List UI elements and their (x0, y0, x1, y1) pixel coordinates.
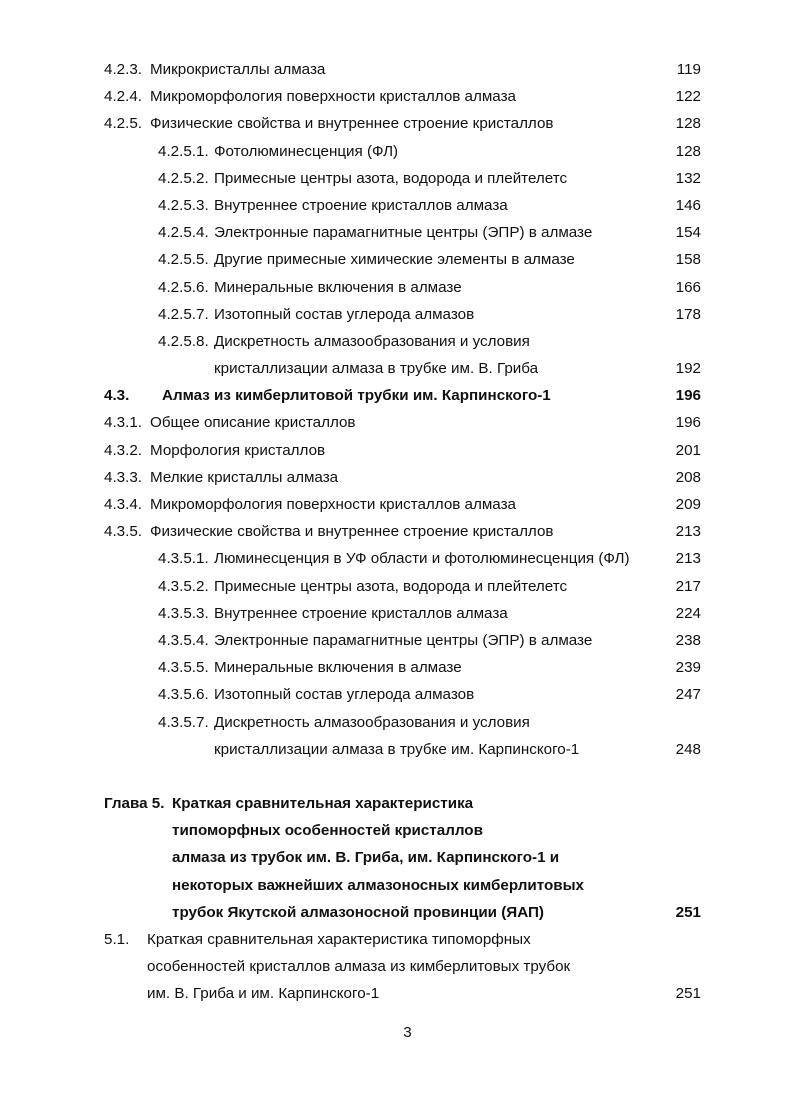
toc-entry (104, 790, 701, 926)
toc-entry-line (158, 654, 701, 681)
toc-entry-title: Фотолюминесценция (ФЛ) (214, 142, 399, 160)
toc-entry-number: 4.2.5.7. (158, 305, 209, 323)
toc-entry-line (104, 926, 701, 953)
toc-entry-line (158, 219, 701, 246)
toc-entry-number: 4.3.5.5. (158, 659, 209, 677)
toc-entry-page: 166 (675, 278, 701, 296)
toc-entry-title: Общее описание кристаллов (150, 414, 356, 432)
toc-entry-title: Краткая сравнительная характеристика типоморфных (147, 931, 531, 948)
toc-entry-line (104, 56, 701, 83)
toc-entry-page: 213 (675, 550, 701, 568)
toc-entry-line (158, 627, 701, 654)
toc-entry-line (158, 545, 701, 572)
toc-entry (104, 246, 701, 273)
toc-entry (104, 328, 701, 382)
toc-entry-line (104, 817, 701, 844)
toc-entry-page: 251 (675, 985, 701, 1003)
toc-entry-title: Другие примесные химические элементы в алмазе (214, 251, 575, 269)
toc-entry (104, 926, 701, 1008)
toc-entry (104, 573, 701, 600)
toc-entry (104, 165, 701, 192)
toc-entry-number (158, 355, 214, 382)
toc-entry (104, 83, 701, 110)
toc-entry-number: 4.3. (104, 387, 130, 405)
toc-entry-page: 128 (675, 115, 701, 133)
toc-entry-page: 132 (675, 169, 701, 187)
toc-entry-line (104, 437, 701, 464)
toc-entry-line (158, 301, 701, 328)
toc-entry-line (158, 709, 701, 736)
toc-entry-number: 4.3.5.2. (158, 577, 209, 595)
toc-entry-page: 154 (675, 224, 701, 242)
toc-entry-page: 146 (675, 196, 701, 214)
toc-entry (104, 518, 701, 545)
toc-entry-number: 4.3.2. (104, 441, 142, 459)
toc-entry-title: Дискретность алмазообразования и условия (214, 332, 530, 350)
toc-entry-title: особенностей кристаллов алмаза из кимберлитовых трубок (147, 958, 571, 976)
toc-entry (104, 491, 701, 518)
toc-entry-title: Внутреннее строение кристаллов алмаза (214, 604, 508, 622)
toc-entry-page: 196 (675, 387, 701, 405)
toc-entry (104, 654, 701, 681)
page-number: 3 (403, 1024, 412, 1041)
toc-entry-page: 128 (675, 142, 701, 160)
toc-entry-number: 4.3.5.4. (158, 631, 209, 649)
toc-entry-title: Изотопный состав углерода алмазов (214, 686, 475, 704)
toc-entry-title: типоморфных особенностей кристаллов (172, 822, 483, 840)
toc-entry-line (158, 355, 701, 382)
toc-entry (104, 545, 701, 572)
toc-entry (104, 437, 701, 464)
toc-entry (104, 681, 701, 708)
toc-entry-title: трубок Якутской алмазоносной провинции (ЯАП) (172, 903, 544, 921)
toc-entry-line (104, 464, 701, 491)
toc-entry-number: 5.1. (104, 931, 130, 948)
toc-entry-page: 119 (676, 61, 701, 78)
toc-entry (104, 709, 701, 763)
toc-entry (104, 600, 701, 627)
toc-entry-number: 4.3.5.7. (158, 713, 209, 731)
toc-entry-title: Физические свойства и внутреннее строение кристаллов (150, 115, 554, 133)
toc-entry-line (104, 844, 701, 871)
toc-entry (104, 464, 701, 491)
toc-entry-title: Микроморфология поверхности кристаллов алмаза (150, 88, 516, 106)
toc-entry (104, 138, 701, 165)
toc-entry-number: 4.2.4. (104, 88, 142, 106)
toc-entry-page: 213 (675, 523, 701, 541)
spacer (104, 763, 701, 790)
toc-entry-number: Глава 5. (104, 795, 165, 813)
toc-entry-line (104, 872, 701, 899)
toc-entry-line (104, 83, 701, 110)
toc-entry-title: Люминесценция в УФ области и фотолюминесценция (ФЛ) (214, 550, 630, 568)
toc-entry (104, 192, 701, 219)
toc-entry-number (104, 817, 172, 844)
toc-entry-line (158, 246, 701, 273)
toc-entry-page: 208 (675, 468, 701, 486)
toc-entry-title: Примесные центры азота, водорода и плейтелетс (214, 577, 568, 595)
toc-entry (104, 274, 701, 301)
toc-entry-line (158, 573, 701, 600)
toc-entry (104, 409, 701, 436)
toc-entry-page: 224 (675, 604, 701, 622)
toc-entry-title: Физические свойства и внутреннее строение кристаллов (150, 523, 554, 541)
toc-entry-title: некоторых важнейших алмазоносных кимберлитовых (172, 876, 584, 894)
toc-entry-number: 4.2.5.5. (158, 251, 209, 269)
toc-entry-page: 192 (675, 360, 701, 378)
toc-entry-number: 4.2.5.4. (158, 224, 209, 242)
toc-entry-page: 158 (675, 251, 701, 269)
toc-entry-number: 4.3.5.6. (158, 686, 209, 704)
toc-entry-line (158, 274, 701, 301)
toc-entry-number: 4.2.5. (104, 115, 142, 133)
toc-entry-page: 122 (675, 88, 701, 106)
toc-entry-title: им. В. Гриба и им. Карпинского-1 (147, 985, 380, 1003)
toc-entry-title: Изотопный состав углерода алмазов (214, 305, 475, 323)
toc-entry-page: 251 (675, 903, 701, 921)
toc-entry-page: 201 (675, 441, 701, 459)
toc-entry (104, 56, 701, 83)
toc-entry (104, 301, 701, 328)
toc-entry-line (158, 328, 701, 355)
toc-entry-number: 4.3.3. (104, 468, 142, 486)
toc-entry-number: 4.2.5.2. (158, 169, 209, 187)
toc-entry-page: 238 (675, 631, 701, 649)
toc-entry-number (104, 899, 172, 926)
toc-entry-title: Примесные центры азота, водорода и плейтелетс (214, 169, 568, 187)
toc-entry-number: 4.3.1. (104, 414, 142, 432)
toc-entry-number: 4.2.5.6. (158, 278, 209, 296)
toc-entry-number (104, 844, 172, 871)
toc-entry-line (104, 899, 701, 926)
toc-entry-title: кристаллизации алмаза в трубке им. Карпинского-1 (214, 740, 580, 758)
toc-entry-page: 248 (675, 740, 701, 758)
toc-entry-title: Алмаз из кимберлитовой трубки им. Карпинского-1 (162, 387, 551, 405)
toc-entry-line (104, 790, 701, 817)
toc-entry-page: 239 (675, 659, 701, 677)
toc-entry-line (104, 518, 701, 545)
toc-entry-number: 4.3.5. (104, 523, 142, 541)
table-of-contents (104, 56, 701, 1008)
toc-entry (104, 219, 701, 246)
toc-entry-title: Дискретность алмазообразования и условия (214, 713, 530, 731)
toc-entry-line (158, 192, 701, 219)
toc-entry (104, 110, 701, 137)
toc-entry-number: 4.2.5.1. (158, 142, 209, 160)
toc-entry-line (104, 980, 701, 1007)
toc-entry-title: Электронные парамагнитные центры (ЭПР) в алмазе (214, 224, 593, 242)
toc-entry-number (104, 953, 147, 980)
toc-entry-title: Краткая сравнительная характеристика (172, 795, 474, 813)
toc-entry-line (104, 110, 701, 137)
toc-entry-title: Микрокристаллы алмаза (150, 61, 326, 78)
toc-entry-line (104, 953, 701, 980)
toc-entry-page: 178 (675, 305, 701, 323)
toc-entry-page: 247 (675, 686, 701, 704)
toc-entry-title: Электронные парамагнитные центры (ЭПР) в алмазе (214, 631, 593, 649)
toc-entry-title: алмаза из трубок им. В. Гриба, им. Карпинского-1 и (172, 849, 560, 867)
toc-entry-title: Минеральные включения в алмазе (214, 659, 462, 677)
toc-entry-number: 4.2.5.8. (158, 332, 209, 350)
toc-entry-title: Микроморфология поверхности кристаллов алмаза (150, 496, 516, 513)
toc-entry (104, 627, 701, 654)
toc-entry-number: 4.3.5.1. (158, 550, 209, 568)
toc-entry-page: 196 (675, 414, 701, 432)
toc-entry-line (158, 165, 701, 192)
toc-entry-number: 4.2.5.3. (158, 196, 209, 214)
toc-entry-title: Внутреннее строение кристаллов алмаза (214, 196, 508, 214)
toc-entry-number: 4.3.4. (104, 496, 142, 513)
toc-entry-page: 209 (675, 496, 701, 513)
toc-entry-page: 217 (675, 577, 701, 595)
toc-entry-line (104, 382, 701, 409)
toc-entry-line (158, 600, 701, 627)
toc-entry-title: Морфология кристаллов (150, 441, 326, 459)
toc-entry-title: Мелкие кристаллы алмаза (150, 468, 339, 486)
toc-entry-title: кристаллизации алмаза в трубке им. В. Гриба (214, 360, 539, 378)
toc-entry-number: 4.3.5.3. (158, 604, 209, 622)
toc-entry-line (104, 491, 701, 518)
toc-entry-number (104, 980, 147, 1007)
toc-entry-line (158, 736, 701, 763)
toc-entry-line (158, 138, 701, 165)
toc-entry-number (158, 736, 214, 763)
toc-entry-line (104, 409, 701, 436)
toc-entry (104, 382, 701, 409)
toc-entry-line (158, 681, 701, 708)
toc-entry-number: 4.2.3. (104, 61, 142, 78)
toc-entry-number (104, 872, 172, 899)
toc-entry-title: Минеральные включения в алмазе (214, 278, 462, 296)
